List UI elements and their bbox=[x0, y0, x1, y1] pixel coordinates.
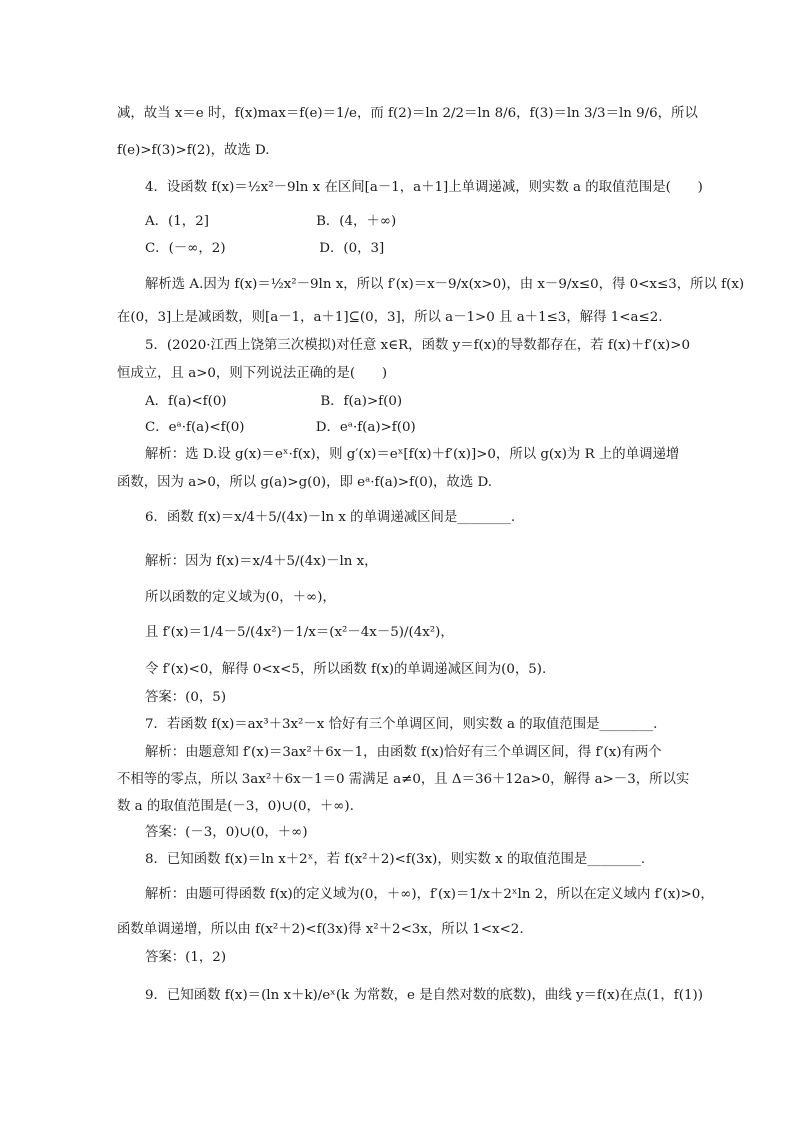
text-line: 8．已知函数 f(x)＝ln x＋2ˣ，若 f(x²＋2)<f(3x)，则实数 x 的取值范围是________. bbox=[145, 852, 646, 867]
text-line: 答案：(－3，0)∪(0，＋∞) bbox=[145, 825, 308, 840]
text-line: 6．函数 f(x)＝x/4＋5/(4x)－ln x 的单调递减区间是________. bbox=[145, 510, 516, 525]
text-line: 7．若函数 f(x)＝ax³＋3x²－x 恰好有三个单调区间，则实数 a 的取值范围是________. bbox=[145, 717, 658, 732]
text-line: 不相等的零点，所以 3ax²＋6x－1＝0 需满足 a≠0，且 Δ＝36＋12a>0，解得 a>－3，所以实 bbox=[117, 772, 690, 787]
text-line: 且 f′(x)＝1/4－5/(4x²)－1/x＝(x²－4x－5)/(4x²)， bbox=[145, 625, 454, 640]
text-line: 答案：(0，5) bbox=[145, 690, 227, 705]
text-line: 所以函数的定义域为(0，＋∞)， bbox=[145, 590, 336, 605]
text-line: C．eᵃ·f(a)<f(0) D．eᵃ·f(a)>f(0) bbox=[145, 420, 416, 435]
text-line: 恒成立，且 a>0，则下列说法正确的是( ) bbox=[117, 366, 388, 381]
text-line: 解析：因为 f(x)＝x/4＋5/(4x)－ln x， bbox=[145, 554, 378, 569]
text-line: 函数，因为 a>0，所以 g(a)>g(0)，即 eᵃ·f(a)>f(0)，故选 D. bbox=[117, 475, 492, 490]
text-line: 数 a 的取值范围是(－3，0)∪(0，＋∞). bbox=[117, 799, 354, 814]
text-line: 在(0，3]上是减函数，则[a－1，a＋1]⊆(0，3]，所以 a－1>0 且 a＋1≤3，解得 1<a≤2. bbox=[117, 310, 663, 325]
text-line: 解析：选 D.设 g(x)＝eˣ·f(x)，则 g′(x)＝eˣ[f(x)＋f′(x)]>0，所以 g(x)为 R 上的单调递增 bbox=[145, 447, 680, 462]
text-line: 函数单调递增，所以由 f(x²＋2)<f(3x)得 x²＋2<3x，所以 1<x<2. bbox=[117, 922, 524, 937]
text-line: C．(－∞，2) D．(0，3] bbox=[145, 241, 385, 256]
text-line: 解析：由题可得函数 f(x)的定义域为(0，＋∞)，f′(x)＝1/x＋2ˣln 2，所以在定义域内 f′(x)>0， bbox=[145, 887, 714, 902]
text-line: 答案：(1，2) bbox=[145, 950, 227, 965]
text-line: 9．已知函数 f(x)＝(ln x＋k)/eˣ(k 为常数，e 是自然对数的底数)，曲线 y＝f(x)在点(1，f(1)) bbox=[145, 988, 703, 1003]
text-line: 解析选 A.因为 f(x)＝½x²－9ln x，所以 f′(x)＝x－9/x(x>0)，由 x－9/x≤0，得 0<x≤3，所以 f(x) bbox=[145, 277, 745, 292]
text-line: f(e)>f(3)>f(2)，故选 D. bbox=[117, 143, 270, 158]
text-line: 4．设函数 f(x)＝½x²－9ln x 在区间[a－1，a＋1]上单调递减，则实数 a 的取值范围是( ) bbox=[145, 180, 703, 195]
text-line: 令 f′(x)<0，解得 0<x<5，所以函数 f(x)的单调递减区间为(0，5). bbox=[145, 662, 547, 677]
text-line: 减，故当 x＝e 时，f(x)max＝f(e)＝1/e，而 f(2)＝ln 2/2＝ln 8/6，f(3)＝ln 3/3＝ln 9/6，所以 bbox=[117, 106, 698, 121]
text-line: 解析：由题意知 f′(x)＝3ax²＋6x－1，由函数 f(x)恰好有三个单调区间，得 f′(x)有两个 bbox=[145, 745, 662, 760]
text-line: 5．(2020·江西上饶第三次模拟)对任意 x∈R，函数 y＝f(x)的导数都存在，若 f(x)＋f′(x)>0 bbox=[145, 338, 690, 353]
text-line: A．f(a)<f(0) B．f(a)>f(0) bbox=[145, 394, 403, 409]
text-line: A．(1，2] B．(4，＋∞) bbox=[145, 214, 397, 229]
